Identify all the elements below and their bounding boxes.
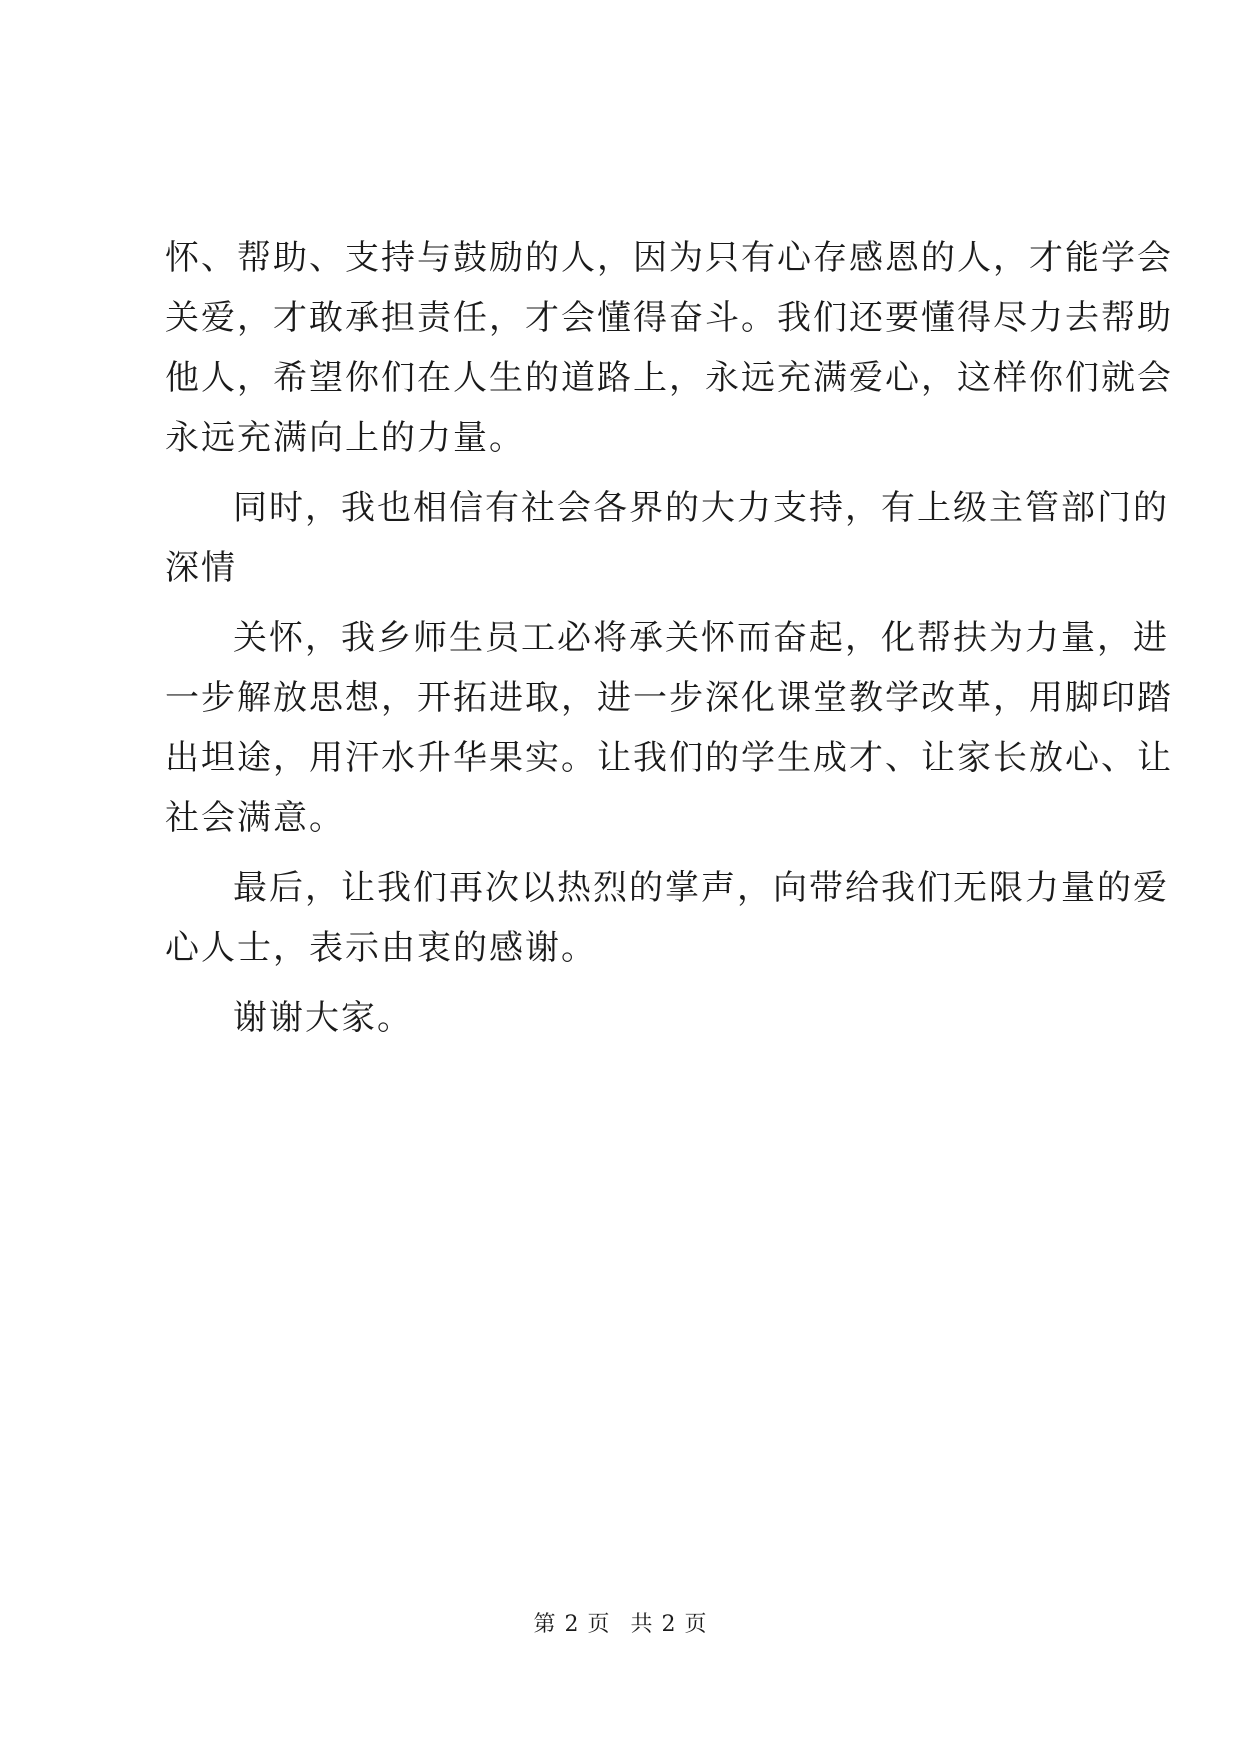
paragraph-line: 最后，让我们再次以热烈的掌声，向带给我们无限力量的爱: [233, 868, 1169, 908]
paragraph-line: 谢谢大家。: [233, 998, 413, 1038]
page-footer: [0, 1610, 1241, 1640]
paragraph-line: 关爱，才敢承担责任，才会懂得奋斗。我们还要懂得尽力去帮助: [165, 298, 1173, 338]
paragraph-line: 他人，希望你们在人生的道路上，永远充满爱心，这样你们就会: [165, 358, 1173, 398]
paragraph-line: 心人士，表示由衷的感谢。: [165, 928, 597, 968]
paragraph-line: 关怀，我乡师生员工必将承关怀而奋起，化帮扶为力量，进: [233, 618, 1169, 658]
page-number-total: 共 2 页: [630, 1612, 708, 1637]
paragraph-line: 社会满意。: [165, 798, 345, 838]
paragraph-line: 同时，我也相信有社会各界的大力支持，有上级主管部门的: [233, 488, 1169, 528]
paragraph-line: 一步解放思想，开拓进取，进一步深化课堂教学改革，用脚印踏: [165, 678, 1173, 718]
paragraph-line: 永远充满向上的力量。: [165, 418, 525, 458]
page-number-current: 第 2 页: [533, 1612, 611, 1637]
paragraph-line: 深情: [165, 548, 237, 588]
paragraph-line: 怀、帮助、支持与鼓励的人，因为只有心存感恩的人，才能学会: [165, 238, 1173, 278]
paragraph-line: 出坦途，用汗水升华果实。让我们的学生成才、让家长放心、让: [165, 738, 1173, 778]
